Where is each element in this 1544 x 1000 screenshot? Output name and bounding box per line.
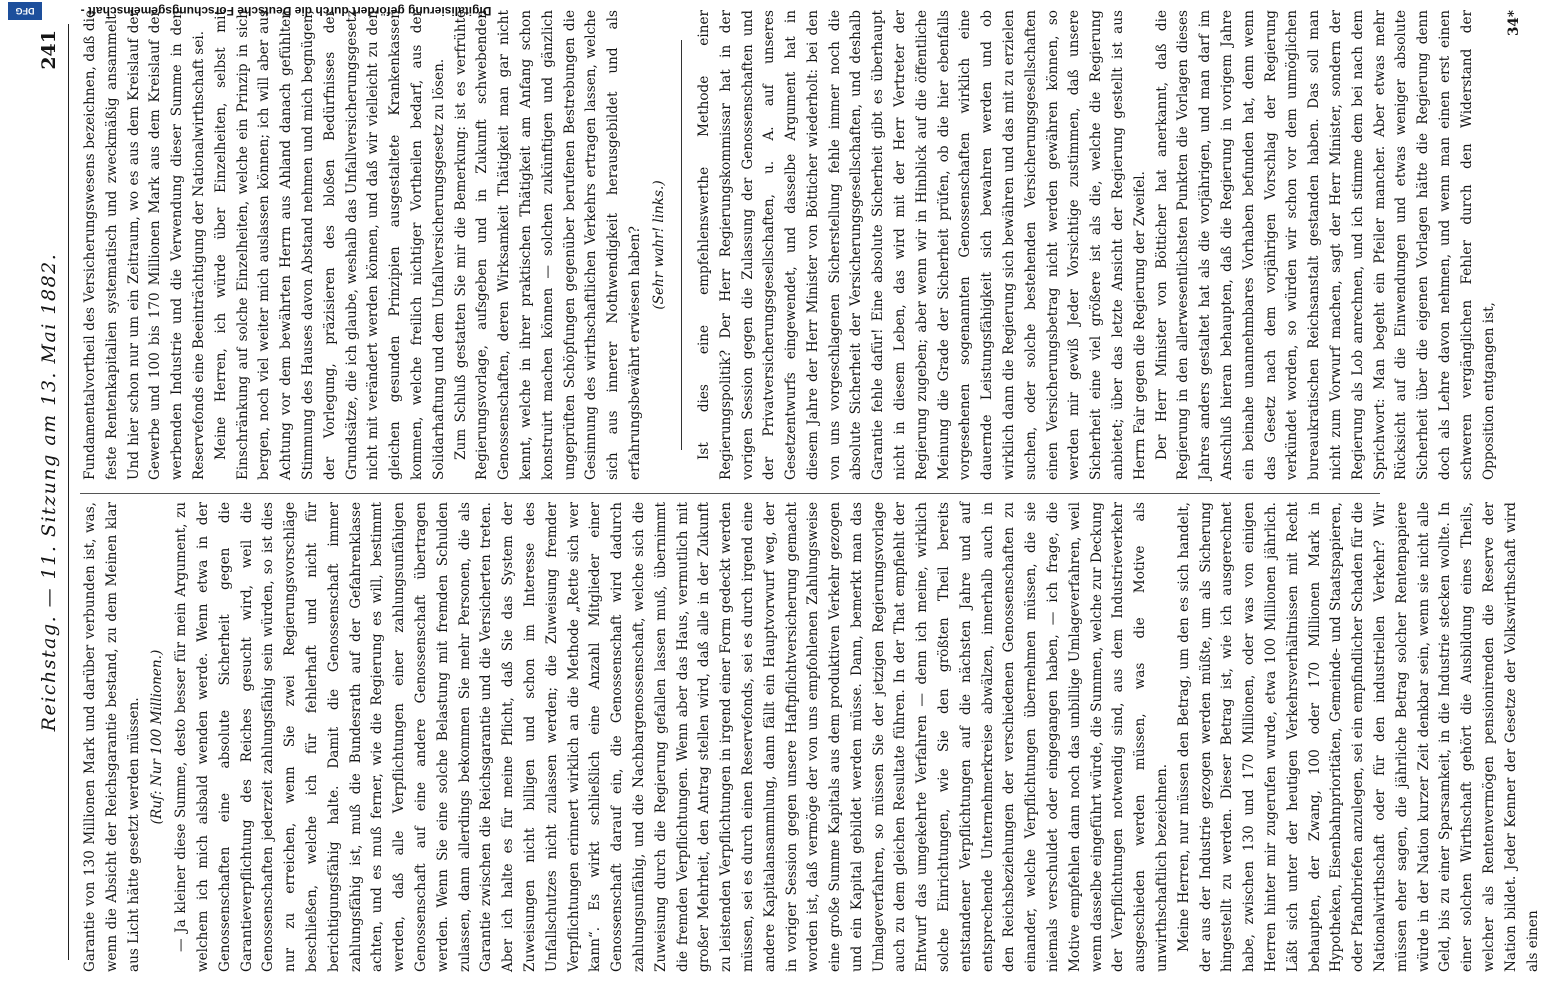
paragraph: Garantie von 130 Millionen Mark und darüber verbunden ist, was, wenn die Absicht der Reichsgarantie bestand, zu dem Meinen klar aus Licht hätte gesetzt werden müssen. [82,502,142,972]
running-header [38,24,69,960]
header-title: Reichstag. — 11. Sitzung am 13. Mai 1882. [38,252,60,732]
paragraph: Ist dies eine empfehlenswerthe Methode einer Regierungspolitik? Der Herr Regierungskommissar hat in der vorigen Session gegen die Zulassung der Genossenschaften und der Privatversicherungsgesellschaften, u. A. auf unseres Gesetzentwurfs eingewendet, und dasselbe Argument hat in diesem Jahre der Herr Minister von Bötticher wiederholt: bei den von uns vorgeschlagenen Sicherstellung fehle immer noch die absolute Sicherheit der Versicherungsgesellschaften, und deshalb Garantie fehle dafür! Eine absolute Sicherheit gibt es überhaupt nicht in diesem Leben, das wird mit der Herr Vertreter der Regierung zugeben; aber wenn wir in Hinblick auf die öffentliche Meinung die Grade der Sicherheit prüfen, ob die hier ebenfalls vorgesehenen sogenannten Genossenschaften wirklich eine dauernde Leistungsfähigkeit sich bewahren werden und ob wirklich dann die Regierung sich bewähren und das mit zu erzielen suchen, oder solche bestehenden Versicherungsgesellschaften einen Versicherungsbetrag nicht werden gewähren können, so werden mir gewiß Jeder Vorsichtige zustimmen, daß unsere Sicherheit eine viel größere ist als die, welche die Regierung anbietet; über das letzte Ansicht der Regierung gestellt ist aus Herrn Fair gegen die Regierung der Zweifel. [695,10,1148,480]
interjection: (Ruf: Nur 100 Millionen.) [149,649,166,825]
paragraph: Zum Schluß gestatten Sie mir die Bemerkung: ist es verfrühte Regierungsvorlage, aufsgeben und in Zukunft schwebenden Genossenschaften, deren Wirksamkeit Thätigkeit man gar nicht kennt, welche in ihrer praktischen Thätigkeit am Anfang schon konstruirt machen können — solchen zukünftigen und gänzlich ungeprüften Schöpfungen gegenüber berufenen Bestrebungen die Gesinnung des wirthschaftlichen Verkehrs ertragen lassen, welche sich aus innerer Nothwendigkeit herausgebildet und als erfahrungsbewährt erwiesen haben? [452,10,643,480]
paragraph: Meine Herren, nur müssen den Betrag, um den es sich handelt, der aus der Industrie gezogen werden müßte, um als Sicherung hingestellt zu werden. Dieser Betrag ist, wie ich ausgerechnet habe, zwischen 130 und 170 Millionen, oder was von einigen Herren hinter mir zugerufen wurde, etwa 100 Millionen jährlich. Läßt sich unter der heutigen Verkehrsverhältnissen mit Recht behaupten, der Zwang, 100 oder 170 Millionen Mark in Hypotheken, Eisenbahnprioritäten, Gemeinde- und Staatspapieren, oder Pfandbriefen anzulegen, sei ein empfindlicher Schaden für die Nationalwirthschaft oder für den industriellen Verkehr? Wir müssen eher sagen, die jährliche Betrag solcher Rentenpapiere würde in der Nation kurzer Zeit denkbar sein, wenn sie nicht alle Geld, bis zu einer Sparsamkeit, in die Industrie stecken wollte. In einer solchen Wirthschaft gehört die Ausbildung eines Theils, welcher als Rentenvermögen pensionirenden die Reserve der Nation bildet. Jeder Kenner der Gesetze der Volkswirthschaft wird als einen [1175,502,1541,972]
interjection: (Sehr wahr! links.) [650,180,667,310]
page-number: 241 [38,30,60,70]
signature-mark: 34* [1506,10,1523,37]
paragraph: Fundamentalvortheil des Versicherungswesens bezeichnen, daß die feste Rentenkapitalien systematisch und zweckmäßig ansammelt. Und hier schon nur um ein Zeitraum, wo es aus dem Kreislauf der Gewerbe und 100 bis 170 Millionen Mark aus dem Kreislauf der werbenden Industrie und die Verwendung dieser Summe in den Reservefonds eine Beeinträchtigung der Nationalwirthschaft sei. [82,10,207,480]
paragraph: Meine Herren, ich würde über Einzelheiten, selbst mit Einschränkung auf solche Einzelheiten, welche ein Prinzip in sich bergen, noch viel weiter mich auslassen können; ich will aber aus Achtung vor dem bewährten Herrn aus Ahland danach gefühlten Stimmung des Hauses davon Abstand nehmen und mich begnügen, der Vorlegung, präzisieren des bloßen Bedürfnisses der Grundsätze, die ich glaube, weshalb das Unfallversicherungsgesetz nicht mit verändert werden können, und daß wir vielleicht zu den gleichen gesunden Prinzipien ausgestaltete Krankenkassen kommen, welche freilich nichtiger Vortheilen bedarf, aus der Solidarhaftung und dem Unfallversicherungsgesetz zu lösen. [212,10,447,480]
right-column [80,10,1523,480]
section-divider [681,40,682,450]
column-divider [80,493,1380,494]
dfg-logo: DFG [8,2,42,20]
paragraph: — Ja kleiner diese Summe, desto besser für mein Argument, zu welchem ich mich alsbald wenden werde. Wenn etwa in der Genossenschaften eine absolute Sicherheit gegen die Garantieverpflichtung des Reiches gesucht wird, weil die Genossenschaften jederzeit zahlungsfähig sein würden, so ist dies nur zu erreichen, wenn Sie zwei Regierungsvorschläge beschließen, welche ich für fehlerhaft und nicht für berichtigungsfähig halte. Damit die Genossenschaft immer zahlungsfähig ist, muß die Bundesrath auf der Gefahrenklasse achten, und es muß ferner, wie die Regierung es will, bestimmt werden, daß alle Verpflichtungen einer zahlungsunfähigen Genossenschaft auf eine andere Genossenschaft übertragen werden. Wenn Sie eine solche Belastung mit fremden Schulden zulassen, dann allerdings bekommen Sie mehr Personen, die als Garantie zwischen die Reichsgarantie und die Versicherten treten. Aber ich halte es für meine Pflicht, daß Sie das System der Zuweisungen nicht billigen und schon im Interesse des Unfallschutzes nicht zulassen werden; die Zuweisung fremder Verpflichtungen erinnert wirklich an die Methode „Rette sich wer kann“. Es wirkt schließlich eine Anzahl Mitglieder einer Genossenschaft darauf ein, die Genossenschaft wird dadurch zahlungsunfähig, und die Nachbargenossenschaft, welche sich die Zuweisung durch die Regierung gefallen lassen muß, übernimmt die fremden Verpflichtungen. Wenn aber das Haus, vermutlich mit großer Mehrheit, den Antrag stellen wird, daß alle in der Zukunft zu leistenden Verpflichtungen in irgend einer Form gedeckt werden müssen, sei es durch einen Reservefonds, sei es durch irgend eine andere Kapitalansammlung, dann fällt ein Hauptvorwurf weg, der in voriger Session gegen unsere Haftpflichtversicherung gemacht worden ist, daß vermöge der von uns empfohlenen Zahlungsweise eine große Summe Kapitals aus dem produktiven Verkehr gezogen und ein Kapital gebildet werden müsse. Dann, bemerkt man das Umlageverfahren, so müssen Sie der jetzigen Regierungsvorlage auch zu dem gleichen Resultate führen. In der That empfiehlt der Entwurf das umgekehrte Verfahren — denn ich meine, wirklich solche Einrichtungen, wie Sie den größten Theil bereits entstandener Verpflichtungen auf die nächsten Jahre und auf entsprechende Unternehmerkreise abwälzen, innerhalb auch in den Reichsbeziehungen der verschiedenen Genossenschaften zu einander, welche Verpflichtungen übernehmen müssen, die sie niemals verschuldet oder eingegangen haben, — ich frage, die Motive empfehlen dann noch das unbillige Umlageverfahren, weil wenn dasselbe eingeführt würde, die Summen, welche zur Deckung der Verpflichtungen notwendig sind, aus dem Industrieverkehr ausgeschieden werden müssen, was die Motive als unwirthschaftlich bezeichnen. [173,502,1171,972]
digitization-note-text: Digitalisierung gefördert durch die Deutsche Forschungsgemeinschaft - [80,4,492,18]
left-column [80,502,1541,972]
paragraph: Der Herr Minister von Bötticher hat anerkannt, daß die Regierung in den allerwesentlichsten Punkten die Vorlagen dieses Jahres anders gestaltet hat als die vorjährigen, und man darf im Anschluß hieran behaupten, daß die Regierung in vorigem Jahre ein beinahe unannehmbares Vorhaben befunden hat, denn wenn das Gesetz nach dem vorjährigen Vorschlag der Regierung verkündet worden, so würden wir schon vor dem unmöglichen bureaukratischen Reichsanstalt gestanden haben. Das soll man nicht zum Vorwurf machen, sagt der Herr Minister, sondern der Regierung als Lob anrechnen, und ich stimme dem bei nach dem Sprichwort: Man begeht ein Pfeiler mancher. Aber etwas mehr Rücksicht auf die Einwendungen und etwas weniger absolute Sicherheit über die eigenen Vorlagen hätte die Regierung denn doch als Lehre davon nehmen, und wenn man einen erst einen schweren vergänglichen Fehler durch den Widerstand der Opposition entgangen ist, [1153,10,1497,480]
